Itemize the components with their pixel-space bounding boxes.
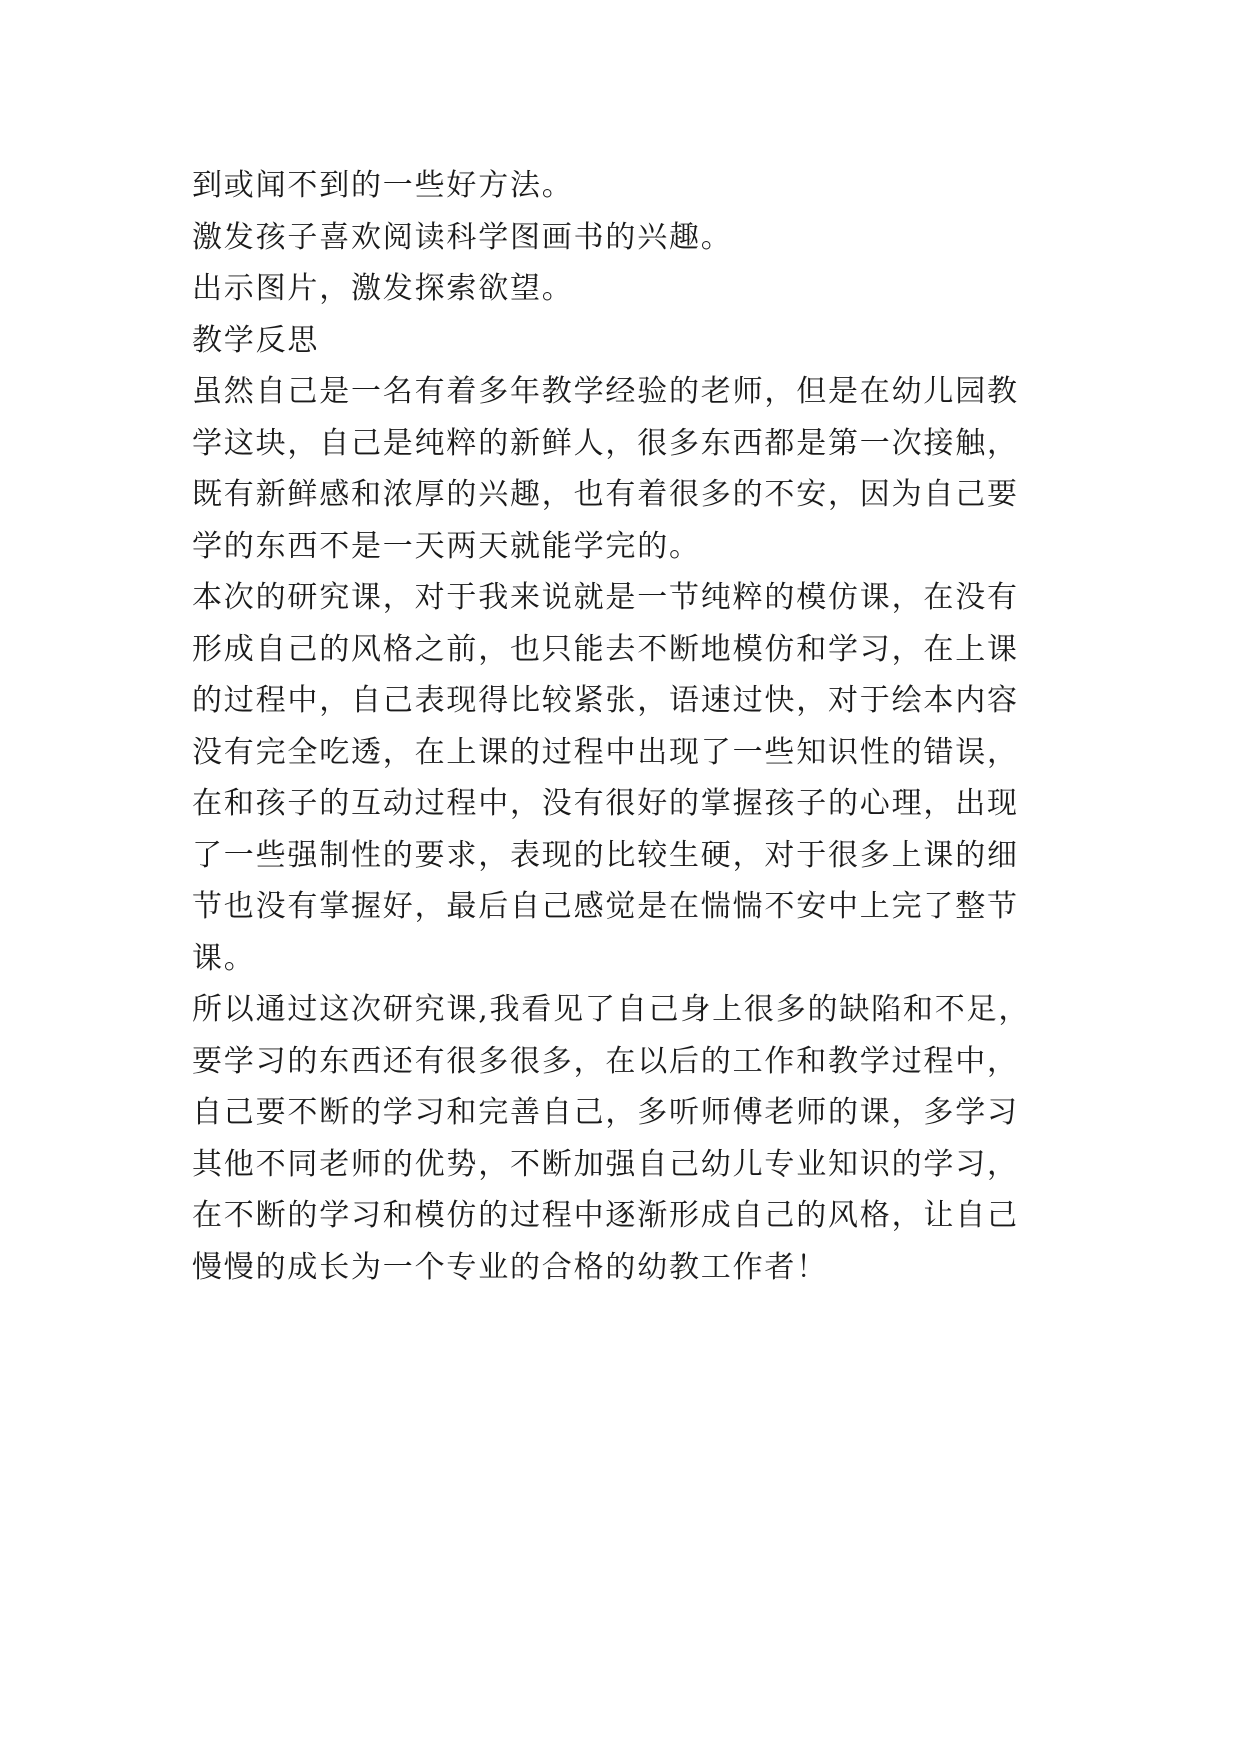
text-line: 其他不同老师的优势，不断加强自己幼儿专业知识的学习， [192,1146,1019,1182]
text-line: 的过程中，自己表现得比较紧张，语速过快，对于绘本内容 [192,683,1019,718]
text-line: 本次的研究课，对于我来说就是一节纯粹的模仿课，在没有 [192,580,1019,615]
text-line: 自己要不断的学习和完善自己，多听师傅老师的课，多学习 [192,1095,1019,1130]
text-line: 慢慢的成长为一个专业的合格的幼教工作者！ [192,1249,828,1285]
text-line: 到或闻不到的一些好方法。 [192,168,574,203]
text-line: 学的东西不是一天两天就能学完的。 [192,528,701,564]
text-line: 在不断的学习和模仿的过程中逐渐形成自己的风格，让自己 [192,1198,1019,1233]
text-line: 学这块，自己是纯粹的新鲜人，很多东西都是第一次接触， [192,425,1019,461]
text-line: 形成自己的风格之前，也只能去不断地模仿和学习，在上课 [192,631,1019,667]
text-line: 课。 [192,940,256,976]
text-line: 虽然自己是一名有着多年教学经验的老师，但是在幼儿园教 [192,374,1019,409]
text-line: 激发孩子喜欢阅读科学图画书的兴趣。 [192,219,733,255]
section-heading: 教学反思 [192,322,320,358]
text-line: 了一些强制性的要求，表现的比较生硬，对于很多上课的细 [192,837,1019,873]
text-line: 要学习的东西还有很多很多，在以后的工作和教学过程中， [192,1043,1019,1079]
text-line: 节也没有掌握好，最后自己感觉是在惴惴不安中上完了整节 [192,889,1019,924]
text-line: 既有新鲜感和浓厚的兴趣，也有着很多的不安，因为自己要 [192,477,1019,512]
text-line: 在和孩子的互动过程中，没有很好的掌握孩子的心理，出现 [192,786,1019,821]
body-text [192,160,1062,1293]
text-line: 没有完全吃透，在上课的过程中出现了一些知识性的错误， [192,734,1019,770]
text-line: 出示图片，激发探索欲望。 [192,271,574,306]
text-line: 所以通过这次研究课,我看见了自己身上很多的缺陷和不足， [192,992,1031,1027]
